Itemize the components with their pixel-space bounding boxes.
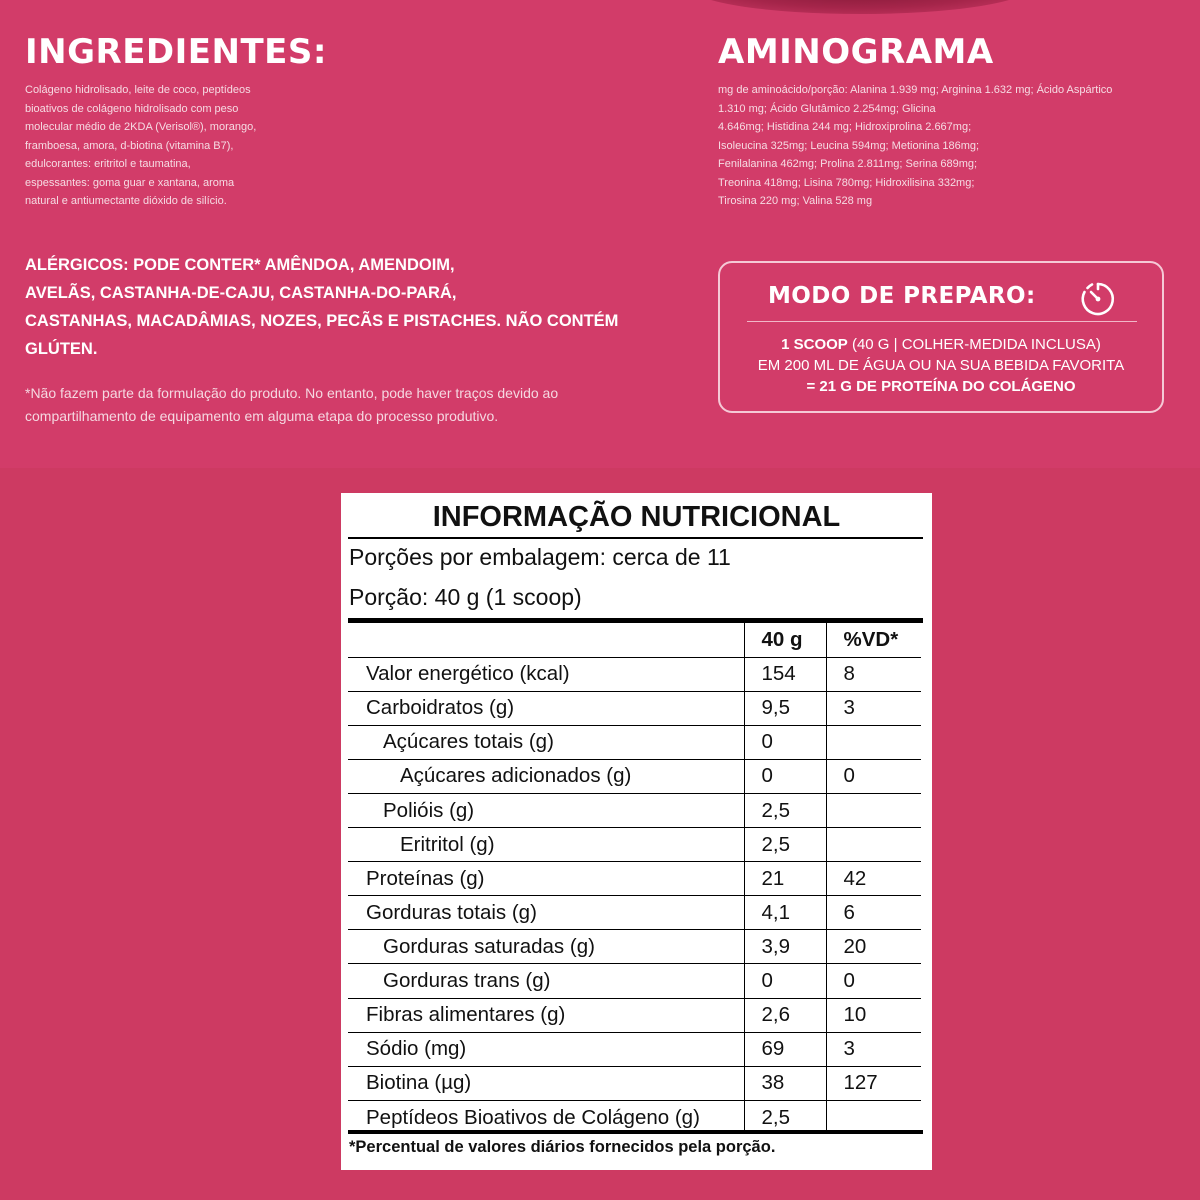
preparation-line-2: EM 200 ML DE ÁGUA OU NA SUA BEBIDA FAVORITA [757, 357, 1125, 374]
ingredients-line: edulcorantes: eritritol e taumatina, [25, 158, 191, 170]
table-row [348, 828, 921, 862]
nutrient-vd: 127 [826, 1066, 921, 1100]
nutrient-qty: 3,9 [744, 930, 826, 964]
nutrient-qty: 2,5 [744, 1100, 826, 1134]
allergens-line: CASTANHAS, MACADÂMIAS, NOZES, PECÃS E PISTACHES. NÃO CONTÉM [25, 312, 619, 330]
nutrient-qty: 2,5 [744, 828, 826, 862]
aminogram-line: Isoleucina 325mg; Leucina 594mg; Metionina 186mg; [718, 139, 980, 152]
aminogram-line: 4.646mg; Histidina 244 mg; Hidroxiprolina 2.667mg; [718, 121, 972, 133]
allergens-note-line: compartilhamento de equipamento em alguma etapa do processo produtivo. [25, 408, 499, 424]
ingredients-line: Colágeno hidrolisado, leite de coco, peptídeos [25, 84, 251, 96]
nutrient-name: Fibras alimentares (g) [348, 998, 744, 1032]
nutrient-vd: 6 [826, 896, 921, 930]
nutrient-name: Gorduras trans (g) [348, 964, 744, 998]
nutrient-qty: 2,5 [744, 793, 826, 827]
portions-per-package: Porções por embalagem: cerca de 11 [349, 544, 731, 570]
nutrient-vd: 10 [826, 998, 921, 1032]
ingredients-line: natural e antiumectante dióxido de silício. [25, 195, 227, 207]
ingredients-text [25, 81, 285, 211]
portion-size: Porção: 40 g (1 scoop) [349, 584, 582, 610]
table-row [348, 1032, 921, 1066]
header-name [348, 623, 744, 657]
aminogram-line: 1.310 mg; Ácido Glutâmico 2.254mg; Glicina [718, 102, 936, 115]
table-row [348, 896, 921, 930]
timer-icon [1078, 279, 1118, 319]
ingredients-line: molecular médio de 2KDA (Verisol®), morango, [25, 121, 257, 133]
allergens-note-line: *Não fazem parte da formulação do produto. No entanto, pode haver traços devido ao [25, 385, 559, 401]
nutrient-name: Polióis (g) [348, 793, 744, 827]
nutrient-vd: 0 [826, 759, 921, 793]
nutrient-vd: 0 [826, 964, 921, 998]
table-row [348, 964, 921, 998]
allergens-line: GLÚTEN. [25, 340, 98, 358]
nutrient-vd: 8 [826, 657, 921, 691]
nutrient-name: Gorduras saturadas (g) [348, 930, 744, 964]
aminogram-line: Treonina 418mg; Lisina 780mg; Hidroxilisina 332mg; [718, 176, 975, 189]
table-row [348, 691, 921, 725]
header-vd: %VD* [826, 623, 921, 657]
nutrient-qty: 0 [744, 964, 826, 998]
table-row [348, 862, 921, 896]
nutrient-name: Carboidratos (g) [348, 691, 744, 725]
nutrient-vd: 20 [826, 930, 921, 964]
nutrient-qty: 4,1 [744, 896, 826, 930]
nutrient-vd [826, 828, 921, 862]
preparation-title: MODO DE PREPARO: [768, 283, 1036, 309]
scoop-amount: 1 SCOOP [781, 336, 848, 353]
nutrient-name: Açúcares adicionados (g) [348, 759, 744, 793]
preparation-instructions [720, 334, 1162, 397]
nutrient-name: Biotina (µg) [348, 1066, 744, 1100]
nutrient-name: Açúcares totais (g) [348, 725, 744, 759]
nutrient-qty: 21 [744, 862, 826, 896]
nutrient-name: Proteínas (g) [348, 862, 744, 896]
footer-thick-rule [348, 1130, 923, 1134]
nutrient-vd [826, 793, 921, 827]
ingredients-line: espessantes: goma guar e xantana, aroma [25, 176, 235, 189]
allergens-line: ALÉRGICOS: PODE CONTER* AMÊNDOA, AMENDOIM, [25, 256, 455, 274]
allergens-footnote [25, 382, 665, 428]
preparation-box [718, 261, 1164, 413]
aminogram-line: mg de aminoácido/porção: Alanina 1.939 mg; Arginina 1.632 mg; Ácido Aspártico [718, 84, 1113, 96]
nutrient-name: Valor energético (kcal) [348, 657, 744, 691]
nutrition-table [348, 623, 921, 1134]
table-row [348, 759, 921, 793]
nutrition-title: INFORMAÇÃO NUTRICIONAL [432, 501, 841, 533]
aminogram-text [718, 81, 1158, 211]
header-qty: 40 g [744, 623, 826, 657]
nutrient-name: Gorduras totais (g) [348, 896, 744, 930]
nutrient-qty: 69 [744, 1032, 826, 1066]
nutrition-facts-card [341, 493, 932, 1170]
scoop-detail: (40 G | COLHER-MEDIDA INCLUSA) [847, 336, 1101, 353]
aminogram-title: AMINOGRAMA [718, 32, 994, 72]
nutrient-qty: 0 [744, 725, 826, 759]
nutrient-qty: 38 [744, 1066, 826, 1100]
ingredients-line: framboesa, amora, d-biotina (vitamina B7), [25, 139, 234, 152]
nutrient-vd: 42 [826, 862, 921, 896]
table-row [348, 725, 921, 759]
table-row [348, 930, 921, 964]
nutrient-qty: 0 [744, 759, 826, 793]
nutrient-vd [826, 725, 921, 759]
nutrient-qty: 9,5 [744, 691, 826, 725]
protein-result: = 21 G DE PROTEÍNA DO COLÁGENO [806, 378, 1076, 395]
nutrient-name: Peptídeos Bioativos de Colágeno (g) [348, 1100, 744, 1134]
title-rule [348, 537, 923, 539]
aminogram-line: Fenilalanina 462mg; Prolina 2.811mg; Serina 689mg; [718, 158, 978, 170]
nutrient-name: Eritritol (g) [348, 828, 744, 862]
table-row [348, 1066, 921, 1100]
nutrition-footnote: *Percentual de valores diários fornecidos pela porção. [349, 1138, 776, 1156]
table-row [348, 793, 921, 827]
nutrient-name: Sódio (mg) [348, 1032, 744, 1066]
ingredients-line: bioativos de colágeno hidrolisado com peso [25, 102, 239, 115]
nutrient-qty: 154 [744, 657, 826, 691]
preparation-line-3 [720, 376, 1162, 397]
nutrient-vd: 3 [826, 691, 921, 725]
nutrient-qty: 2,6 [744, 998, 826, 1032]
preparation-line-1 [720, 334, 1162, 355]
aminogram-line: Tirosina 220 mg; Valina 528 mg [718, 195, 873, 207]
allergens-line: AVELÃS, CASTANHA-DE-CAJU, CASTANHA-DO-PARÁ, [25, 284, 457, 302]
table-row [348, 657, 921, 691]
nutrient-vd: 3 [826, 1032, 921, 1066]
allergens-warning [25, 251, 665, 363]
table-row [348, 998, 921, 1032]
table-header-row [348, 623, 921, 657]
preparation-divider [747, 321, 1137, 322]
nutrition-table-body [348, 657, 921, 1134]
ingredients-title: INGREDIENTES: [25, 32, 327, 72]
